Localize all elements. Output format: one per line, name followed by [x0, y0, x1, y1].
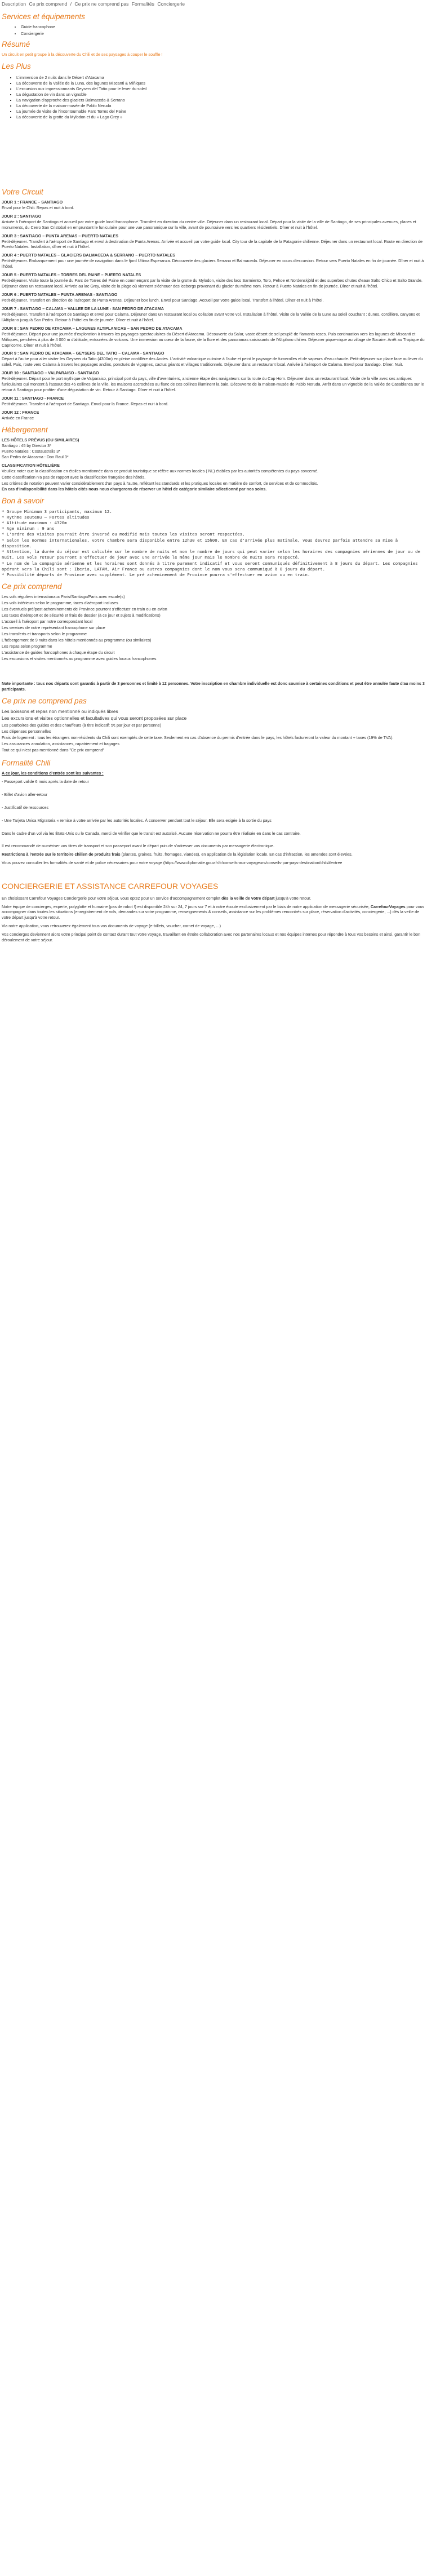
nav-ce-prix-comprend[interactable]: Ce prix comprend — [29, 1, 68, 7]
ne-comprend-line: Frais de logement : tous les étrangers non-résidents du Chili sont exemptés de cette taxe. Seulement en cas d'absence du permis d'entrée dans le pays, les hôtels factureront la valeur du montant + taxes (19% de TVA). — [2, 734, 394, 740]
classification-para: Les critères de notation peuvent varier considérablement d'un pays à l'autre, reflétant les standards et les pratiques locales en matière de confort, de services et de commodités. — [2, 480, 318, 486]
day-title: JOUR 3 : SANTIAGO – PUNTA ARENAS – PUERTO NATALES — [2, 233, 118, 238]
formalites-heading: Formalité Chili — [2, 758, 51, 767]
ne-comprend-line: Les excursions et visites optionnelles et facultatives qui vous seront proposées sur place — [2, 715, 187, 722]
bon-a-savoir-section — [2, 497, 425, 578]
plus-item: ▪ La dégustation de vin dans un vignoble — [16, 92, 423, 98]
hebergement-heading: Hébergement — [2, 425, 48, 434]
conciergerie-section — [2, 881, 425, 943]
spacer — [2, 813, 425, 818]
day-text: Arrivée en France — [2, 415, 34, 421]
resume-section — [2, 40, 425, 57]
ce-prix-comprend-section — [2, 582, 425, 692]
day-title: JOUR 10 : SANTIAGO – VALPARAISO - SANTIAGO — [2, 370, 99, 376]
day-item — [2, 396, 425, 407]
formalites-section — [2, 759, 425, 866]
day-item — [2, 272, 425, 289]
day-title: JOUR 7 : SANTIAGO – CALAMA – VALLEE DE LA LUNE - SAN PEDRO DE ATACAMA — [2, 306, 164, 311]
comprend-line: L'hébergement de 9 nuits dans les hôtels mentionnés au programme (ou similaires) — [2, 637, 152, 643]
ne-comprend-line: Les pourboires des guides et des chauffeurs (à titre indicatif: 5€ par jour et par personne) — [2, 722, 162, 728]
classification-title: CLASSIFICATION HÔTELIÈRE — [2, 462, 60, 468]
services-heading: Services et équipements — [2, 12, 85, 21]
spacer — [2, 125, 425, 188]
day-text: Petit-déjeuner. Départ pour une journée d'exploration à travers les paysages spectaculaires du Désert d'Atacama. Découverte du Salar, vaste désert de sel peuplé de flamants roses. Puis continuation vers les lagunes de Miscanti et Miñiques, perchées à plus de 4 000 m d'altitude, entourées de volcans. Une immersion au cœur de la faune, de la flore et des panoramas saisissants de l'Altiplano chilien. Déjeuner pique-nique au village de Socaire. Arrêt au Tropique du Capricorne. Dîner et nuit à l'hôtel. — [2, 331, 425, 348]
info-line: * Le nom de la compagnie aérienne et les horaires sont donnés à titre purement indicatif et vous seront communiqués définitivement à 8 jours du départ. Les compagnies opérant vers la Chili sont : Iberia, LATAM, Air France ou autres compagnies dont le nom vous sera communiqué à 8 jours du départ. — [2, 560, 418, 572]
day-title: JOUR 2 : SANTIAGO — [2, 213, 42, 219]
comprend-line: Les transferts et transports selon le programme — [2, 631, 87, 637]
info-line: * L'ordre des visites pourrait être inversé ou modifié mais toutes les visites seront respectées. — [2, 532, 245, 537]
day-text: Petit-déjeuner. Départ pour le port mythique de Valparaiso, principal port du pays, ville d'aventuriers, ancienne étape des navigateurs sur la route du Cap Horn. Déjeuner dans un restaurant local. Visite de la ville avec ses antiques funiculaires qui montent à l'assaut des 45 collines de la ville, les maisons accrochées au flanc de ces collines illuminent la baie. Découverte de la maison-musée de Pablo Neruda. Arrêt dans un vignoble de la Vallée de Casablanca sur le retour à Santiago pour profiter d'une dégustation de vin. Retour à Santiago. Dîner et nuit à l'hôtel. — [2, 376, 424, 393]
plus-list — [2, 74, 425, 121]
day-item — [2, 351, 425, 368]
day-text: Envol pour le Chili. Repas et nuit à bord. — [2, 205, 74, 210]
day-item — [2, 233, 425, 250]
ne-comprend-pas-section — [2, 697, 425, 753]
formalites-para: Dans le cadre d'un vol via les États-Unis ou le Canada, merci de vérifier que le transit est autorisé. Aucune réservation ne pourra être réalisée en dans le cas contraire. — [2, 830, 301, 836]
day-item — [2, 370, 425, 393]
ce-prix-comprend-list — [2, 594, 425, 661]
spacer — [2, 800, 425, 805]
important-note: Note importante : tous nos départs sont garantis à partir de 3 personnes et limité à 12 personnes. Votre inscription en chambre individuelle est donc soumise à certaines conditions et peut être annulée faute d'au moins 3 participants. — [2, 680, 425, 692]
spacer — [2, 869, 425, 881]
plus-item: ▪ La découverte de la grotte du Mylodon et du « Lago Grey » — [16, 114, 423, 120]
nav-formalites[interactable]: Formalités — [131, 1, 154, 7]
day-text: Départ à l'aube pour aller visiter les Geysers du Tatio (4300m) en pleine cordillère des Andes. L'activité volcanique culmine à l'aube et peint le paysage de fumerolles et de vapeurs d'eau chaude. Petit-déjeuner sur place face au lever du soleil. Puis, route vers Calama à travers les paysages andins, ponctués de vigognes, cactus géants et villages traditionnels. Déjeuner dans un restaurant local. Arrivée à l'aéroport de Calama. Envol pour Santiago. Dîner. Nuit. — [2, 356, 423, 368]
day-title: JOUR 5 : PUERTO NATALES – TORRES DEL PAINE – PUERTO NATALES — [2, 272, 141, 278]
nav-description[interactable]: Description — [2, 1, 26, 7]
services-list — [2, 24, 425, 37]
ce-prix-comprend-heading: Ce prix comprend — [2, 582, 62, 591]
formalites-restriction: Restrictions à l'entrée sur le territoire chilien de produits frais — [2, 852, 121, 857]
plus-section — [2, 62, 425, 121]
hotels-title: LES HÔTELS PRÉVUS (OU SIMILAIRES) — [2, 437, 79, 442]
comprend-line: Les éventuels pré/post acheminements de Province pourront s'effectuer en train ou en avion — [2, 607, 167, 612]
day-title: JOUR 1 : FRANCE – SANTIAGO — [2, 199, 63, 205]
comprend-line: Les repas selon programme — [2, 643, 52, 649]
conciergerie-text: jusqu'à votre retour. — [274, 895, 312, 901]
day-text: Petit-déjeuner. Transfert à l'aéroport de Santiago et envol à destination de Punta Arenas. Arrivée et accueil par votre guide local. City tour de la capitale de la Patagonie chilienne. Déjeuner dans un restaurant local. Route en direction de Puerto Natales. Installation, dîner et nuit à l'hôtel. — [2, 238, 422, 250]
plus-item: ▪ La navigation d'approche des glaciers Balmaceda & Serrano — [16, 98, 423, 103]
spacer — [2, 787, 425, 792]
bon-a-savoir-list — [2, 509, 425, 578]
info-line: * Selon les normes internationales, votre chambre sera disponible entre 12h30 et 15h00. En cas d'arrivée plus matinale, vous devrez parfois attendre sa mise à disposition. — [2, 537, 398, 548]
day-item — [2, 326, 425, 348]
day-item — [2, 200, 425, 211]
comprend-line: Les vols intérieurs selon le programme, taxes d'aéroport incluses — [2, 600, 118, 606]
comprend-line: Les vols réguliers internationaux Paris/Santiago/Paris avec escale(s) — [2, 594, 125, 600]
comprend-line: L'accueil à l'aéroport par notre correspondant local — [2, 619, 92, 625]
day-title: JOUR 9 : SAN PEDRO DE ATACAMA – GEYSERS DEL TATIO – CALAMA - SANTIAGO — [2, 351, 164, 356]
day-title: JOUR 12 : FRANCE — [2, 409, 39, 415]
day-text: Petit-déjeuner. Transfert en direction de l'aéroport de Punta Arenas. Déjeuner box lunch. Envol pour Santiago. Accueil par votre guide local. Transfert à l'hôtel. Dîner et nuit à l'hôtel. — [2, 297, 324, 303]
conciergerie-text-bold: CarrefourVoyages — [370, 904, 406, 909]
hotel-line: Santiago : 45 by Director 3* — [2, 442, 51, 448]
top-nav — [2, 1, 425, 8]
resume-text: Un circuit en petit groupe à la découverte du Chili et de ses paysages à couper le souffle ! — [2, 52, 163, 57]
plus-heading: Les Plus — [2, 62, 31, 71]
formalites-para — [2, 852, 425, 857]
classification-para: Veuillez noter que la classification en étoiles mentionnée dans ce produit touristique se réfère aux normes locales ( NL) établies par les autorités compétentes du pays concerné. — [2, 468, 319, 473]
ne-comprend-line: Les boissons et repas non mentionné ou indiqués libres — [2, 708, 118, 714]
bon-a-savoir-heading: Bon à savoir — [2, 497, 45, 506]
formalites-item: - Une Tarjeta Unica Migratoria « remise à votre arrivée par les autorités locales. À conserver pendant tout le séjour. Elle sera exigée à la sortie du pays — [2, 817, 272, 823]
services-section — [2, 12, 425, 37]
plus-item: ▪ La découverte de la Vallée de la Luna, des lagunes Miscanti & Miñiques — [16, 81, 423, 86]
formalites-para: Il est recommandé de numériser vos titres de transport et son passeport avant le départ puis de s'adresser vos documents par messagerie électronique. — [2, 843, 274, 849]
spacer — [2, 826, 425, 831]
conciergerie-heading: CONCIERGERIE ET ASSISTANCE CARREFOUR VOYAGES — [2, 882, 219, 891]
day-item — [2, 292, 425, 303]
formalites-item: - Billet d'avion aller-retour — [2, 791, 48, 797]
page — [0, 0, 427, 951]
circuit-days — [2, 200, 425, 421]
formalites-restriction-rest: (plantes, graines, fruits, fromages, viandes), en application de la législation locale. En cas d'infraction, les amendes sont élevées. — [120, 852, 353, 857]
conciergerie-para: Via notre application, vous retrouverez également tous vos documents de voyage (e-billets, voucher, carnet de voyage, ...) — [2, 923, 221, 929]
conciergerie-text-bold: dès la veille de votre départ — [221, 895, 275, 901]
plus-item: ▪ La découverte de la maison-musée de Pablo Neruda — [16, 103, 423, 109]
ne-comprend-pas-list — [2, 709, 425, 753]
day-item — [2, 306, 425, 323]
services-item: • Conciergerie — [21, 31, 425, 37]
day-text: Petit-déjeuner. Transfert à l'aéroport de Santiago et envol pour Calama. Déjeuner dans un restaurant local ou collation avant votre vol. Installation à l'hôtel. Visite de la Vallée de la Lune au soleil couchant : dunes, cordillère, canyons et l'Altiplano jusqu'à San Pedro. Retour à l'hôtel en fin de journée. Dîner et nuit à l'hôtel. — [2, 311, 420, 322]
spacer — [2, 946, 425, 951]
formalites-para[interactable]: Vous pouvez consulter les formalités de santé et de police nécessaires pour votre voyage (https://www.diplomatie.gouv.fr/fr/conseils-aux-voyageurs/conseils-par-pays-destination/chili/#entree — [2, 860, 343, 866]
hotels-block — [2, 437, 425, 460]
info-line: * Age minimum : 9 ans — [2, 526, 55, 532]
conciergerie-text: Notre équipe de concierges, experte, polyglotte et humaine (pas de robot !) est disponible 24h sur 24, 7 jours sur 7 et à votre écoute exclusivement par le biais de notre application de messagerie sécurisée, — [2, 904, 371, 909]
formalites-intro: A ce jour, les conditions d'entrée sont les suivantes : — [2, 770, 104, 776]
comprend-line: Les excursions et visites mentionnés au programme avec guides locaux francophones — [2, 656, 157, 661]
day-text: Petit-déjeuner. Visite toute la journée du Parc de Torres del Paine en commençant par la visite de la grotte du Mylodon, visite des lacs Sarmiento, Toro, Pehoe et Nordenskjöld et des superbes chutes d'eaux Salto Chico et Salto Grande. Déjeuner dans un restaurant local. Arrivée au lac Grey, visite de la plage où viennent s'échouer des icebergs provenant du glacier du même nom. Retour à Puerto Natales en fin de journée. Dîner et nuit à l'hôtel. — [2, 278, 422, 289]
classification-note: En cas d'indisponibilité dans les hôtels cités nous nous chargerons de réserver un hôtel de catégorie similaire sélectionné par nos soins. — [2, 486, 267, 492]
conciergerie-text: En choisissant Carrefour Voyages Conciergerie pour votre séjour, vous optez pour un service d'accompagnement complet — [2, 895, 222, 901]
spacer — [2, 839, 425, 843]
spacer — [2, 667, 425, 681]
ne-comprend-line: Les assurances annulation, assistances, rapatriement et bagages — [2, 741, 119, 746]
comprend-line: Les services de notre représentant francophone sur place — [2, 625, 105, 631]
day-text: Petit-déjeuner. Transfert à l'aéroport de Santiago. Envol pour la France. Repas et nuit à bord. — [2, 401, 168, 406]
comprend-line: L'assistance de guides francophones à chaque étape du circuit — [2, 649, 115, 655]
info-line: * Possibilité départs de Province avec supplément. Le pré acheminement de Province pourra s'effectuer en avion ou en train. — [2, 572, 310, 578]
conciergerie-para — [2, 896, 425, 901]
plus-item: ▪ L'immersion de 2 nuits dans le Désert d'Atacama — [16, 75, 423, 81]
classification-para: Cette classification n'a pas de rapport avec la classification française des hôtels. — [2, 474, 146, 480]
nav-ce-prix-ne-comprend-pas[interactable]: Ce prix ne comprend pas — [74, 1, 129, 7]
hotel-line: San Pedro de Atacama : Don Raul 3* — [2, 454, 69, 459]
formalites-item: - Justificatif de ressources — [2, 804, 49, 810]
classification-block — [2, 463, 425, 493]
hotel-line: Puerto Natales : Costaustralis 3* — [2, 448, 60, 454]
nav-conciergerie[interactable]: Conciergerie — [157, 1, 185, 7]
resume-heading: Résumé — [2, 39, 30, 48]
info-line: * Groupe Minimum 3 participants, maximum 12. — [2, 508, 112, 514]
info-line: * Rythme soutenu – Fortes altitudes — [2, 514, 90, 520]
plus-item: ▪ La journée de visite de l'incontournable Parc Torres del Paine — [16, 109, 423, 114]
comprend-line: Les taxes d'aéroport et de sécurité et frais de dossier (à ce jour et sujets à modifications) — [2, 613, 161, 618]
hebergement-section — [2, 426, 425, 493]
info-line: * Attention, la durée du séjour est calculée sur le nombre de nuits et non le nombre de jours qui peut varier selon les horaires des compagnies aériennes de jour ou de nuit. Les vols retour pourront s'effectuer de jour avec une arrivée le même jour mais le nombre de nuits sera respecté. — [2, 549, 421, 560]
plus-item: ▪ L'excursion aux impressionnants Geysers del Tatio pour le lever du soleil — [16, 86, 423, 92]
conciergerie-para: Vos concierges deviennent alors votre principal point de contact durant tout votre voyage, travaillant en étroite collaboration avec nos partenaires locaux et nos équipes internes pour répondre à tous vos besoins et ainsi, garantir le bon déroulement de votre séjour. — [2, 932, 421, 943]
nav-separator: / — [70, 1, 72, 7]
day-text: Petit-déjeuner. Embarquement pour une journée de navigation dans le fjord Ultima Esperanza. Découverte des glaciers Serrano et Balmaceda. Déjeuner en cours d'excursion. Retour vers Puerto Natales en fin de journée. Dîner et nuit à l'hôtel. — [2, 258, 424, 269]
day-item — [2, 214, 425, 231]
ne-comprend-pas-heading: Ce prix ne comprend pas — [2, 696, 87, 705]
info-line: * Altitude maximum : 4320m — [2, 520, 67, 526]
day-title: JOUR 11 : SANTIAGO - FRANCE — [2, 396, 64, 401]
ne-comprend-line: Tout ce qui n'est pas mentionné dans "Ce prix comprend" — [2, 747, 105, 753]
circuit-section — [2, 188, 425, 421]
conciergerie-para — [2, 904, 425, 921]
day-item — [2, 253, 425, 269]
day-item — [2, 410, 425, 421]
services-item: • Guide francophone — [21, 24, 425, 30]
day-title: JOUR 8 : SAN PEDRO DE ATACAMA – LAGUNES ALTIPLANICAS – SAN PEDRO DE ATACAMA — [2, 325, 183, 331]
ne-comprend-line: Les dépenses personnelles — [2, 728, 51, 734]
day-title: JOUR 4 : PUERTO NATALES – GLACIERS BALMACEDA & SERRANO – PUERTO NATALES — [2, 253, 176, 258]
formalites-item: - Passeport valide 6 mois après la date de retour — [2, 778, 90, 784]
conciergerie-text: pour vous accompagner dans toutes les situations (enregistrement de vols, demandes sur votre programme, renseignements & conseils, assistance sur les problèmes rencontrés sur place, réservation d'activités, conciergerie, ...) dès la veille de votre départ jusqu'à votre retour. — [2, 904, 425, 920]
circuit-heading: Votre Circuit — [2, 187, 43, 196]
day-title: JOUR 6 : PUERTO NATALES – PUNTA ARENAS - SANTIAGO — [2, 292, 118, 298]
day-text: Arrivée à l'aéroport de Santiago et accueil par votre guide local francophone. Transfert en direction du centre-ville. Déjeuner dans un restaurant local. Départ pour la visite de la ville de Santiago, de ses principales avenues, places et monuments, du Cerro San Cristobal en empruntant le funiculaire pour une vue panoramique sur la ville, avant de poursuivre vers les quartiers résidentiels. Dîner et nuit à l'hôtel. — [2, 219, 416, 230]
